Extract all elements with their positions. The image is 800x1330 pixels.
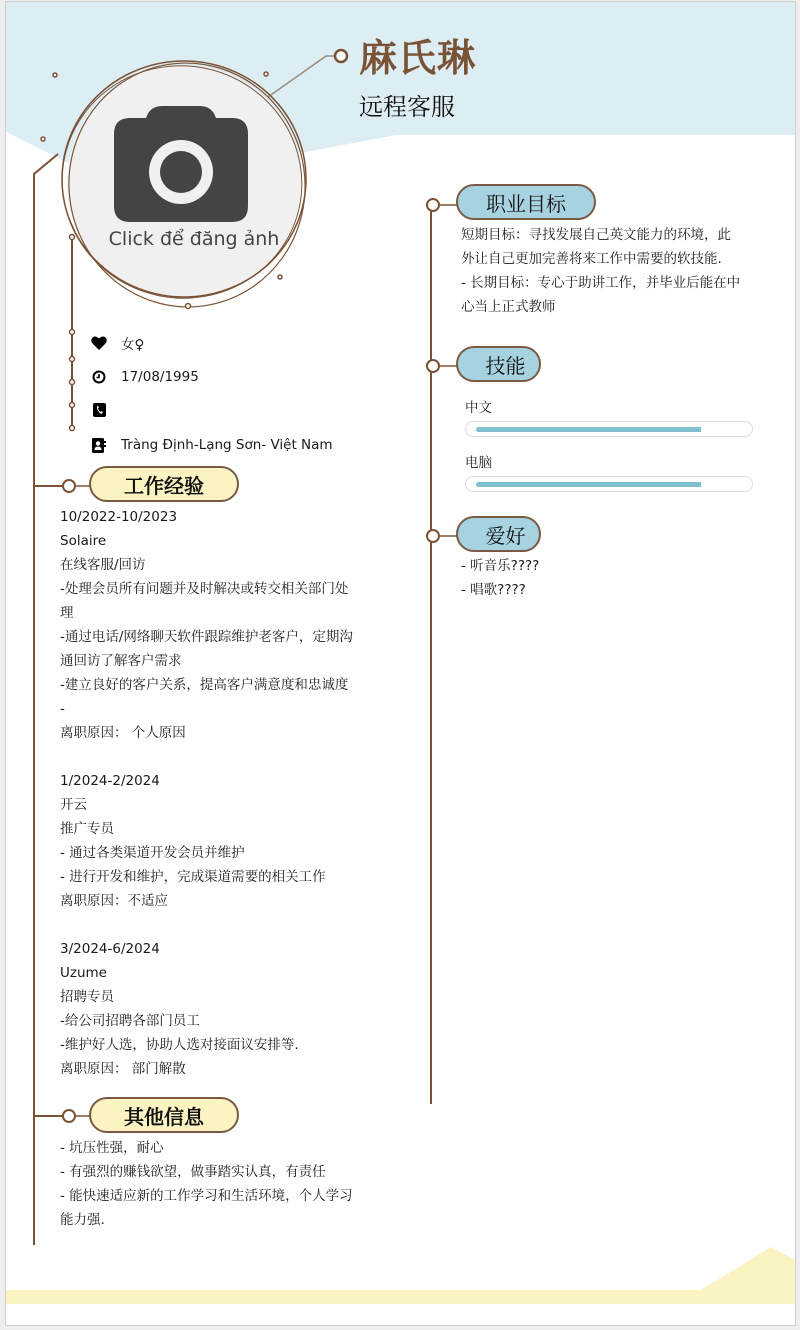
section-header-hobbies: 爱好: [456, 516, 541, 552]
career-goal-line: 心当上正式教师: [461, 299, 556, 315]
phone-icon: [91, 402, 107, 418]
skill-bar-fill: [476, 482, 701, 487]
other-info-content: [60, 1136, 380, 1232]
clock-icon: [91, 369, 107, 385]
hobbies-content: [461, 554, 761, 602]
hobby-line: - 听音乐????: [461, 558, 540, 574]
job-title: 远程客服: [359, 93, 455, 121]
work-experience-line: 招聘专员: [60, 989, 114, 1005]
work-experience-line: Uzume: [60, 965, 107, 981]
gender-value: 女♀: [121, 337, 145, 353]
career-goal-line: - 长期目标：专心于助讲工作，并毕业后能在中: [461, 275, 741, 291]
work-experience-line: 在线客服/回访: [60, 557, 146, 573]
section-header-work-experience: 工作经验: [89, 466, 239, 502]
career-goal-content: [461, 223, 771, 319]
info-phone: [91, 400, 121, 420]
info-birthdate: [91, 367, 199, 387]
work-experience-content: [60, 505, 380, 1081]
work-experience-line: 10/2022-10/2023: [60, 509, 178, 525]
other-info-line: - 有强烈的赚钱欲望，做事踏实认真，有责任: [60, 1164, 326, 1180]
birthdate-value: 17/08/1995: [121, 369, 199, 385]
photo-upload-area[interactable]: [74, 54, 314, 294]
work-experience-line: -维护好人选，协助人选对接面议安排等.: [60, 1037, 299, 1053]
work-experience-line: 1/2024-2/2024: [60, 773, 160, 789]
camera-icon: [114, 106, 248, 222]
work-experience-line: 3/2024-6/2024: [60, 941, 160, 957]
section-header-skills: 技能: [456, 346, 541, 382]
work-experience-line: -通过电话/网络聊天软件跟踪维护老客户，定期沟: [60, 629, 353, 645]
work-experience-line: 离职原因： 部门解散: [60, 1061, 186, 1077]
work-experience-line: Solaire: [60, 533, 107, 549]
career-goal-line: 短期目标：寻找发展自己英文能力的环境，此: [461, 227, 731, 243]
section-header-other-info: 其他信息: [89, 1097, 239, 1133]
work-experience-line: -给公司招聘各部门员工: [60, 1013, 200, 1029]
skill-bar-fill: [476, 427, 701, 432]
resume-page: [5, 1, 796, 1326]
photo-upload-label[interactable]: Click để đăng ảnh: [108, 228, 280, 250]
skill-bar: [465, 476, 753, 492]
info-gender: [91, 333, 144, 353]
contact-card-icon: [91, 437, 107, 453]
work-experience-line: -建立良好的客户关系，提高客户满意度和忠诚度: [60, 677, 349, 693]
other-info-line: 能力强.: [60, 1212, 105, 1228]
work-experience-line: 推广专员: [60, 821, 114, 837]
work-experience-line: - 通过各类渠道开发会员并维护: [60, 845, 245, 861]
skill-label: 电脑: [465, 455, 492, 471]
heart-icon: [91, 335, 107, 351]
work-experience-line: -处理会员所有问题并及时解决或转交相关部门处: [60, 581, 349, 597]
career-goal-line: 外让自己更加完善将来工作中需要的软技能.: [461, 251, 722, 267]
work-experience-line: -: [60, 701, 65, 717]
info-address: [91, 435, 333, 455]
hobby-line: - 唱歌????: [461, 582, 526, 598]
other-info-line: - 坑压性强，耐心: [60, 1140, 164, 1156]
work-experience-line: - 进行开发和维护，完成渠道需要的相关工作: [60, 869, 326, 885]
skill-label: 中文: [465, 400, 492, 416]
other-info-line: - 能快速适应新的工作学习和生活环境，个人学习: [60, 1188, 353, 1204]
work-experience-line: 通回访了解客户需求: [60, 653, 182, 669]
work-experience-line: 开云: [60, 797, 87, 813]
address-value: Tràng Định-Lạng Sơn- Việt Nam: [121, 437, 333, 453]
candidate-name: 麻氏琳: [359, 36, 477, 80]
section-header-career-goal: 职业目标: [456, 184, 596, 220]
work-experience-line: [60, 913, 380, 937]
work-experience-line: 离职原因： 个人原因: [60, 725, 186, 741]
work-experience-line: [60, 745, 380, 769]
work-experience-line: 理: [60, 605, 74, 621]
work-experience-line: 离职原因：不适应: [60, 893, 168, 909]
skill-bar: [465, 421, 753, 437]
